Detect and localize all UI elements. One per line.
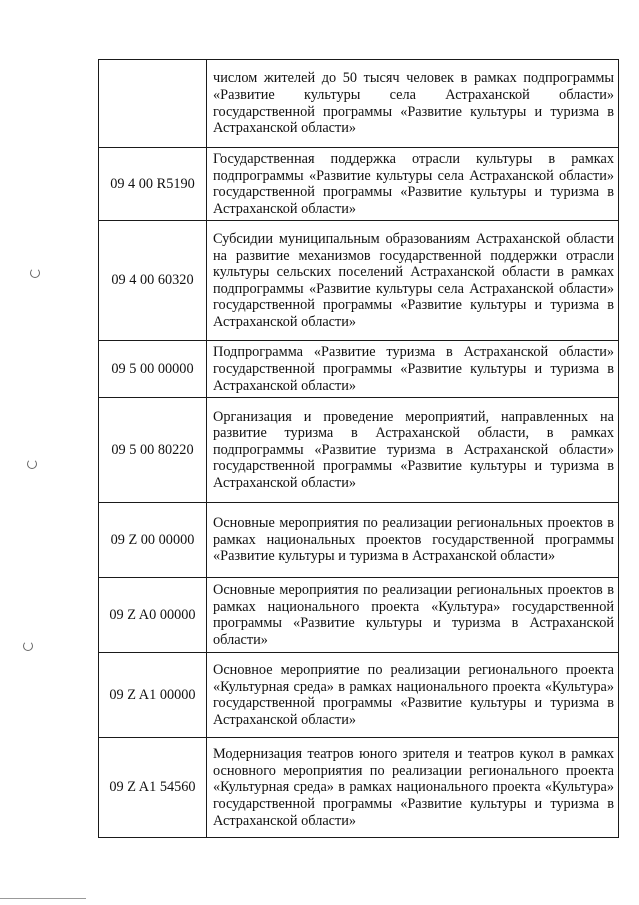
- punch-hole-bottom: [23, 641, 33, 651]
- classification-code: 09 5 00 00000: [99, 341, 207, 398]
- classification-code: 09 Z 00 00000: [99, 503, 207, 578]
- table-row: [99, 738, 619, 838]
- item-description: Государственная поддержка отрасли культуры в рамках подпрограммы «Развитие культуры села Астраханской области» государственной программы «Развитие культуры и туризма в Астраханской области»: [207, 148, 619, 221]
- classification-code: 09 Z A1 54560: [99, 738, 207, 838]
- item-description: числом жителей до 50 тысяч человек в рамках подпрограммы «Развитие культуры села Астраханской области» государственной программы «Развитие культуры и туризма в Астраханской области»: [207, 60, 619, 148]
- item-description: Подпрограмма «Развитие туризма в Астраханской области» государственной программы «Развитие культуры и туризма в Астраханской области»: [207, 341, 619, 398]
- classification-code: 09 4 00 R5190: [99, 148, 207, 221]
- punch-hole-middle: [27, 459, 37, 469]
- table-row: [99, 221, 619, 341]
- classification-code: 09 Z A0 00000: [99, 578, 207, 653]
- table-row: [99, 148, 619, 221]
- classification-code: 09 4 00 60320: [99, 221, 207, 341]
- classification-code: [99, 60, 207, 148]
- item-description: Основное мероприятие по реализации регионального проекта «Культурная среда» в рамках национального проекта «Культура» государственной программы «Развитие культуры и туризма в Астраханской области»: [207, 653, 619, 738]
- item-description: Основные мероприятия по реализации региональных проектов в рамках национального проекта «Культура» государственной программы «Развитие культуры и туризма в Астраханской области»: [207, 578, 619, 653]
- table-row: [99, 341, 619, 398]
- classification-code: 09 5 00 80220: [99, 398, 207, 503]
- item-description: Основные мероприятия по реализации региональных проектов в рамках национальных проектов государственной программы «Развитие культуры и туризма в Астраханской области»: [207, 503, 619, 578]
- footer-rule: [0, 898, 86, 899]
- table-row: [99, 653, 619, 738]
- budget-classification-table: [98, 59, 619, 838]
- punch-hole-top: [30, 268, 40, 278]
- item-description: Субсидии муниципальным образованиям Астраханской области на развитие механизмов государственной поддержки отрасли культуры сельских поселений Астраханской области в рамках подпрограммы «Развитие культуры села Астраханской области» государственной программы «Развитие культуры и туризма в Астраханской области»: [207, 221, 619, 341]
- table-row: [99, 60, 619, 148]
- table-row: [99, 503, 619, 578]
- classification-code: 09 Z A1 00000: [99, 653, 207, 738]
- table-row: [99, 578, 619, 653]
- item-description: Модернизация театров юного зрителя и театров кукол в рамках основного мероприятия по реализации регионального проекта «Культурная среда» в рамках национального проекта «Культура» государственной программы «Развитие культуры и туризма в Астраханской области»: [207, 738, 619, 838]
- table-body: [99, 60, 619, 838]
- table-row: [99, 398, 619, 503]
- item-description: Организация и проведение мероприятий, направленных на развитие туризма в Астраханской области, в рамках подпрограммы «Развитие туризма в Астраханской области» государственной программы «Развитие культуры и туризма в Астраханской области»: [207, 398, 619, 503]
